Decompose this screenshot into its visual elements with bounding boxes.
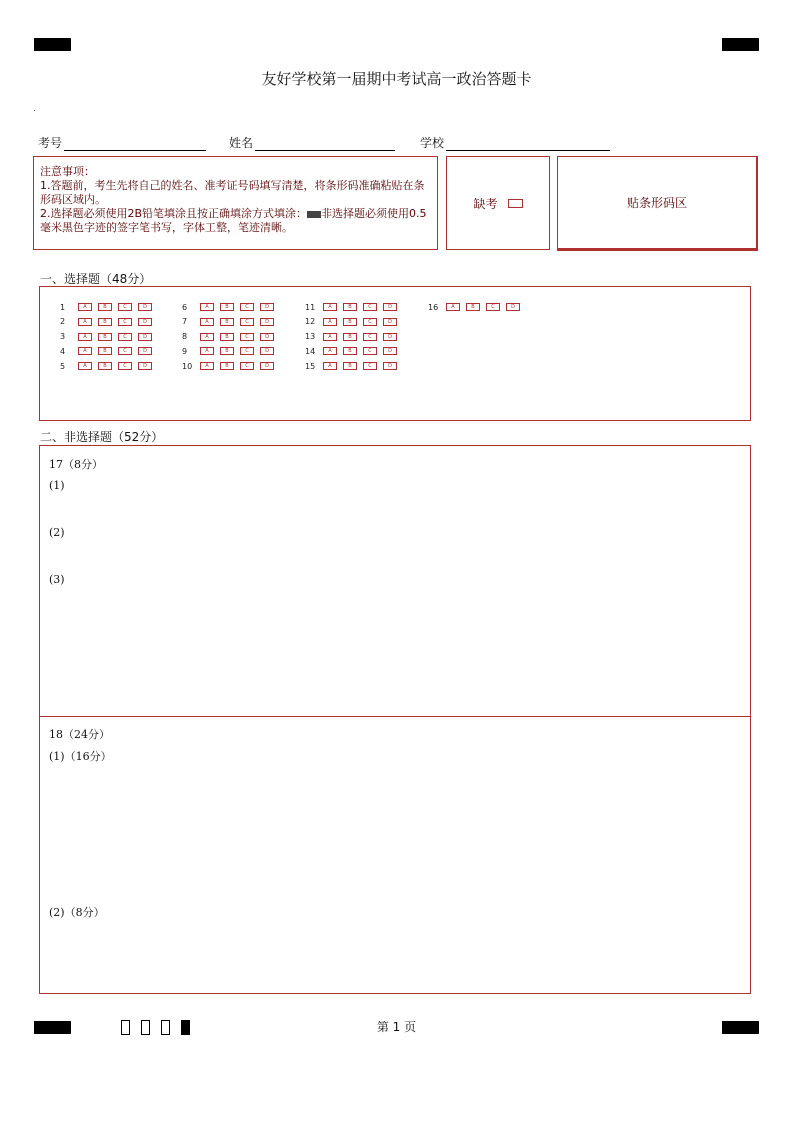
mc-question xyxy=(182,346,280,356)
mc-option-bubble[interactable]: C xyxy=(240,333,254,341)
corner-marker-top-left xyxy=(34,38,71,51)
mc-option-bubble[interactable]: D xyxy=(383,303,397,311)
mc-option-bubble[interactable]: D xyxy=(138,333,152,341)
mc-option-bubble[interactable]: A xyxy=(323,303,337,311)
mc-option-bubble[interactable]: B xyxy=(220,347,234,355)
barcode-area xyxy=(557,156,758,251)
mc-option-bubble[interactable]: C xyxy=(363,347,377,355)
mc-question xyxy=(60,361,158,371)
mc-question-number: 6 xyxy=(182,302,188,312)
mc-question-number: 5 xyxy=(60,361,66,371)
q17-part-2: (2) xyxy=(49,526,65,539)
school-label: 学校 xyxy=(420,136,445,150)
mc-question-number: 4 xyxy=(60,346,66,356)
mc-question xyxy=(428,302,526,312)
mc-question-number: 12 xyxy=(305,317,316,327)
mc-question xyxy=(182,317,280,327)
mc-option-bubble[interactable]: A xyxy=(200,362,214,370)
mc-option-bubble[interactable]: C xyxy=(118,318,132,326)
notice-item-2-start: 2.选择题必须使用2B铅笔填涂且按正确填涂方式填涂： xyxy=(40,207,308,220)
mc-option-bubble[interactable]: C xyxy=(363,333,377,341)
filled-bubble-example xyxy=(307,211,321,218)
mc-question-number: 15 xyxy=(305,361,316,371)
mc-option-bubble[interactable]: B xyxy=(220,303,234,311)
mc-option-bubble[interactable]: B xyxy=(98,303,112,311)
mc-option-bubble[interactable]: C xyxy=(240,362,254,370)
mc-question xyxy=(182,302,280,312)
mc-option-bubble[interactable]: A xyxy=(446,303,460,311)
mc-option-bubble[interactable]: B xyxy=(220,318,234,326)
mc-option-bubble[interactable]: C xyxy=(363,303,377,311)
mc-option-bubble[interactable]: B xyxy=(343,362,357,370)
mc-option-bubble[interactable]: C xyxy=(118,362,132,370)
mc-question-number: 11 xyxy=(305,302,316,312)
mc-option-bubble[interactable]: D xyxy=(260,333,274,341)
mc-option-bubble[interactable]: D xyxy=(138,303,152,311)
mc-question-number: 9 xyxy=(182,346,188,356)
mc-option-bubble[interactable]: B xyxy=(343,318,357,326)
school-field[interactable] xyxy=(420,134,610,151)
mc-option-bubble[interactable]: A xyxy=(78,318,92,326)
mc-question xyxy=(305,332,403,342)
corner-marker-top-right xyxy=(722,38,759,51)
page-title: 友好学校第一届期中考试高一政治答题卡 xyxy=(261,70,532,88)
mc-option-bubble[interactable]: C xyxy=(363,318,377,326)
absent-label: 缺考 xyxy=(473,196,498,211)
page-number: 第 1 页 xyxy=(376,1020,417,1034)
mc-option-bubble[interactable]: D xyxy=(138,347,152,355)
mc-question xyxy=(305,361,403,371)
mc-option-bubble[interactable]: B xyxy=(98,318,112,326)
mc-option-bubble[interactable]: D xyxy=(383,362,397,370)
mc-option-bubble[interactable]: A xyxy=(200,318,214,326)
mc-question xyxy=(60,332,158,342)
mc-option-bubble[interactable]: D xyxy=(138,318,152,326)
absent-checkbox[interactable] xyxy=(508,199,523,208)
mc-question-number: 3 xyxy=(60,332,66,342)
mc-question-number: 13 xyxy=(305,332,316,342)
mc-option-bubble[interactable]: B xyxy=(220,333,234,341)
q17-part-1: (1) xyxy=(49,479,65,492)
school-line[interactable] xyxy=(446,138,610,151)
mc-option-bubble[interactable]: A xyxy=(78,347,92,355)
mc-option-bubble[interactable]: D xyxy=(506,303,520,311)
name-label: 姓名 xyxy=(229,136,254,150)
q17-title: 17（8分） xyxy=(49,458,103,471)
mc-question-number: 7 xyxy=(182,317,188,327)
mc-option-bubble[interactable]: C xyxy=(118,303,132,311)
mc-question xyxy=(182,332,280,342)
mc-question xyxy=(182,361,280,371)
mc-option-bubble[interactable]: B xyxy=(220,362,234,370)
name-line[interactable] xyxy=(255,138,395,151)
mc-option-bubble[interactable]: A xyxy=(323,347,337,355)
exam-number-line[interactable] xyxy=(64,138,206,151)
mc-option-bubble[interactable]: B xyxy=(343,303,357,311)
mc-question-number: 16 xyxy=(428,302,439,312)
mc-option-bubble[interactable]: B xyxy=(343,333,357,341)
answer-box-q17[interactable] xyxy=(39,445,751,717)
mc-question xyxy=(60,346,158,356)
mc-question-number: 1 xyxy=(60,302,66,312)
mc-option-bubble[interactable]: A xyxy=(323,333,337,341)
mc-option-bubble[interactable]: A xyxy=(78,303,92,311)
q17-part-3: (3) xyxy=(49,573,65,586)
mc-question-number: 14 xyxy=(305,346,316,356)
notice-box xyxy=(33,156,438,250)
mc-question-number: 2 xyxy=(60,317,66,327)
answer-box-q18[interactable] xyxy=(39,716,751,994)
mc-option-bubble[interactable]: D xyxy=(260,362,274,370)
mc-option-bubble[interactable]: A xyxy=(78,362,92,370)
mc-question xyxy=(60,317,158,327)
mc-option-bubble[interactable]: C xyxy=(486,303,500,311)
mc-option-bubble[interactable]: A xyxy=(200,333,214,341)
mc-option-bubble[interactable]: B xyxy=(98,347,112,355)
mc-option-bubble[interactable]: D xyxy=(260,318,274,326)
mc-option-bubble[interactable]: D xyxy=(383,347,397,355)
q18-part-2: (2)（8分） xyxy=(49,906,105,919)
mc-option-bubble[interactable]: B xyxy=(98,362,112,370)
stray-dot xyxy=(34,110,35,111)
section2-title: 二、非选择题（52分） xyxy=(40,430,164,444)
mc-question-number: 10 xyxy=(182,361,193,371)
mc-option-bubble[interactable]: C xyxy=(118,333,132,341)
mc-question xyxy=(305,317,403,327)
mc-option-bubble[interactable]: B xyxy=(466,303,480,311)
exam-number-label: 考号 xyxy=(38,136,63,150)
mc-question xyxy=(305,302,403,312)
mc-question-number: 8 xyxy=(182,332,188,342)
mc-option-bubble[interactable]: C xyxy=(240,347,254,355)
mc-option-bubble[interactable]: A xyxy=(78,333,92,341)
mc-option-bubble[interactable]: D xyxy=(383,318,397,326)
q18-title: 18（24分） xyxy=(49,728,110,741)
mc-option-bubble[interactable]: D xyxy=(383,333,397,341)
mc-option-bubble[interactable]: D xyxy=(260,303,274,311)
mc-option-bubble[interactable]: A xyxy=(323,318,337,326)
mc-question xyxy=(305,346,403,356)
notice-item-2-end: 非选择题必须使用0.5毫米黑色字迹的签字笔书写，字体工整，笔迹清晰。 xyxy=(40,207,427,234)
mc-option-bubble[interactable]: A xyxy=(200,347,214,355)
mc-option-bubble[interactable]: B xyxy=(343,347,357,355)
notice-item-2 xyxy=(40,207,431,235)
mc-option-bubble[interactable]: A xyxy=(200,303,214,311)
barcode-label: 贴条形码区 xyxy=(626,196,687,210)
mc-option-bubble[interactable]: A xyxy=(323,362,337,370)
section1-title: 一、选择题（48分） xyxy=(40,272,152,286)
mc-option-bubble[interactable]: B xyxy=(98,333,112,341)
mc-question xyxy=(60,302,158,312)
mc-option-bubble[interactable]: C xyxy=(118,347,132,355)
mc-option-bubble[interactable]: C xyxy=(363,362,377,370)
exam-number-field[interactable] xyxy=(38,134,206,151)
name-field[interactable] xyxy=(229,134,395,151)
notice-heading: 注意事项： xyxy=(40,165,95,178)
mc-option-bubble[interactable]: D xyxy=(260,347,274,355)
mc-option-bubble[interactable]: C xyxy=(240,303,254,311)
mc-option-bubble[interactable]: C xyxy=(240,318,254,326)
notice-item-1: 1.答题前，考生先将自己的姓名、准考证号码填写清楚，将条形码准确粘贴在条形码区域内。 xyxy=(40,179,425,206)
mc-option-bubble[interactable]: D xyxy=(138,362,152,370)
absent-box xyxy=(446,156,550,250)
q18-part-1: (1)（16分） xyxy=(49,750,112,763)
